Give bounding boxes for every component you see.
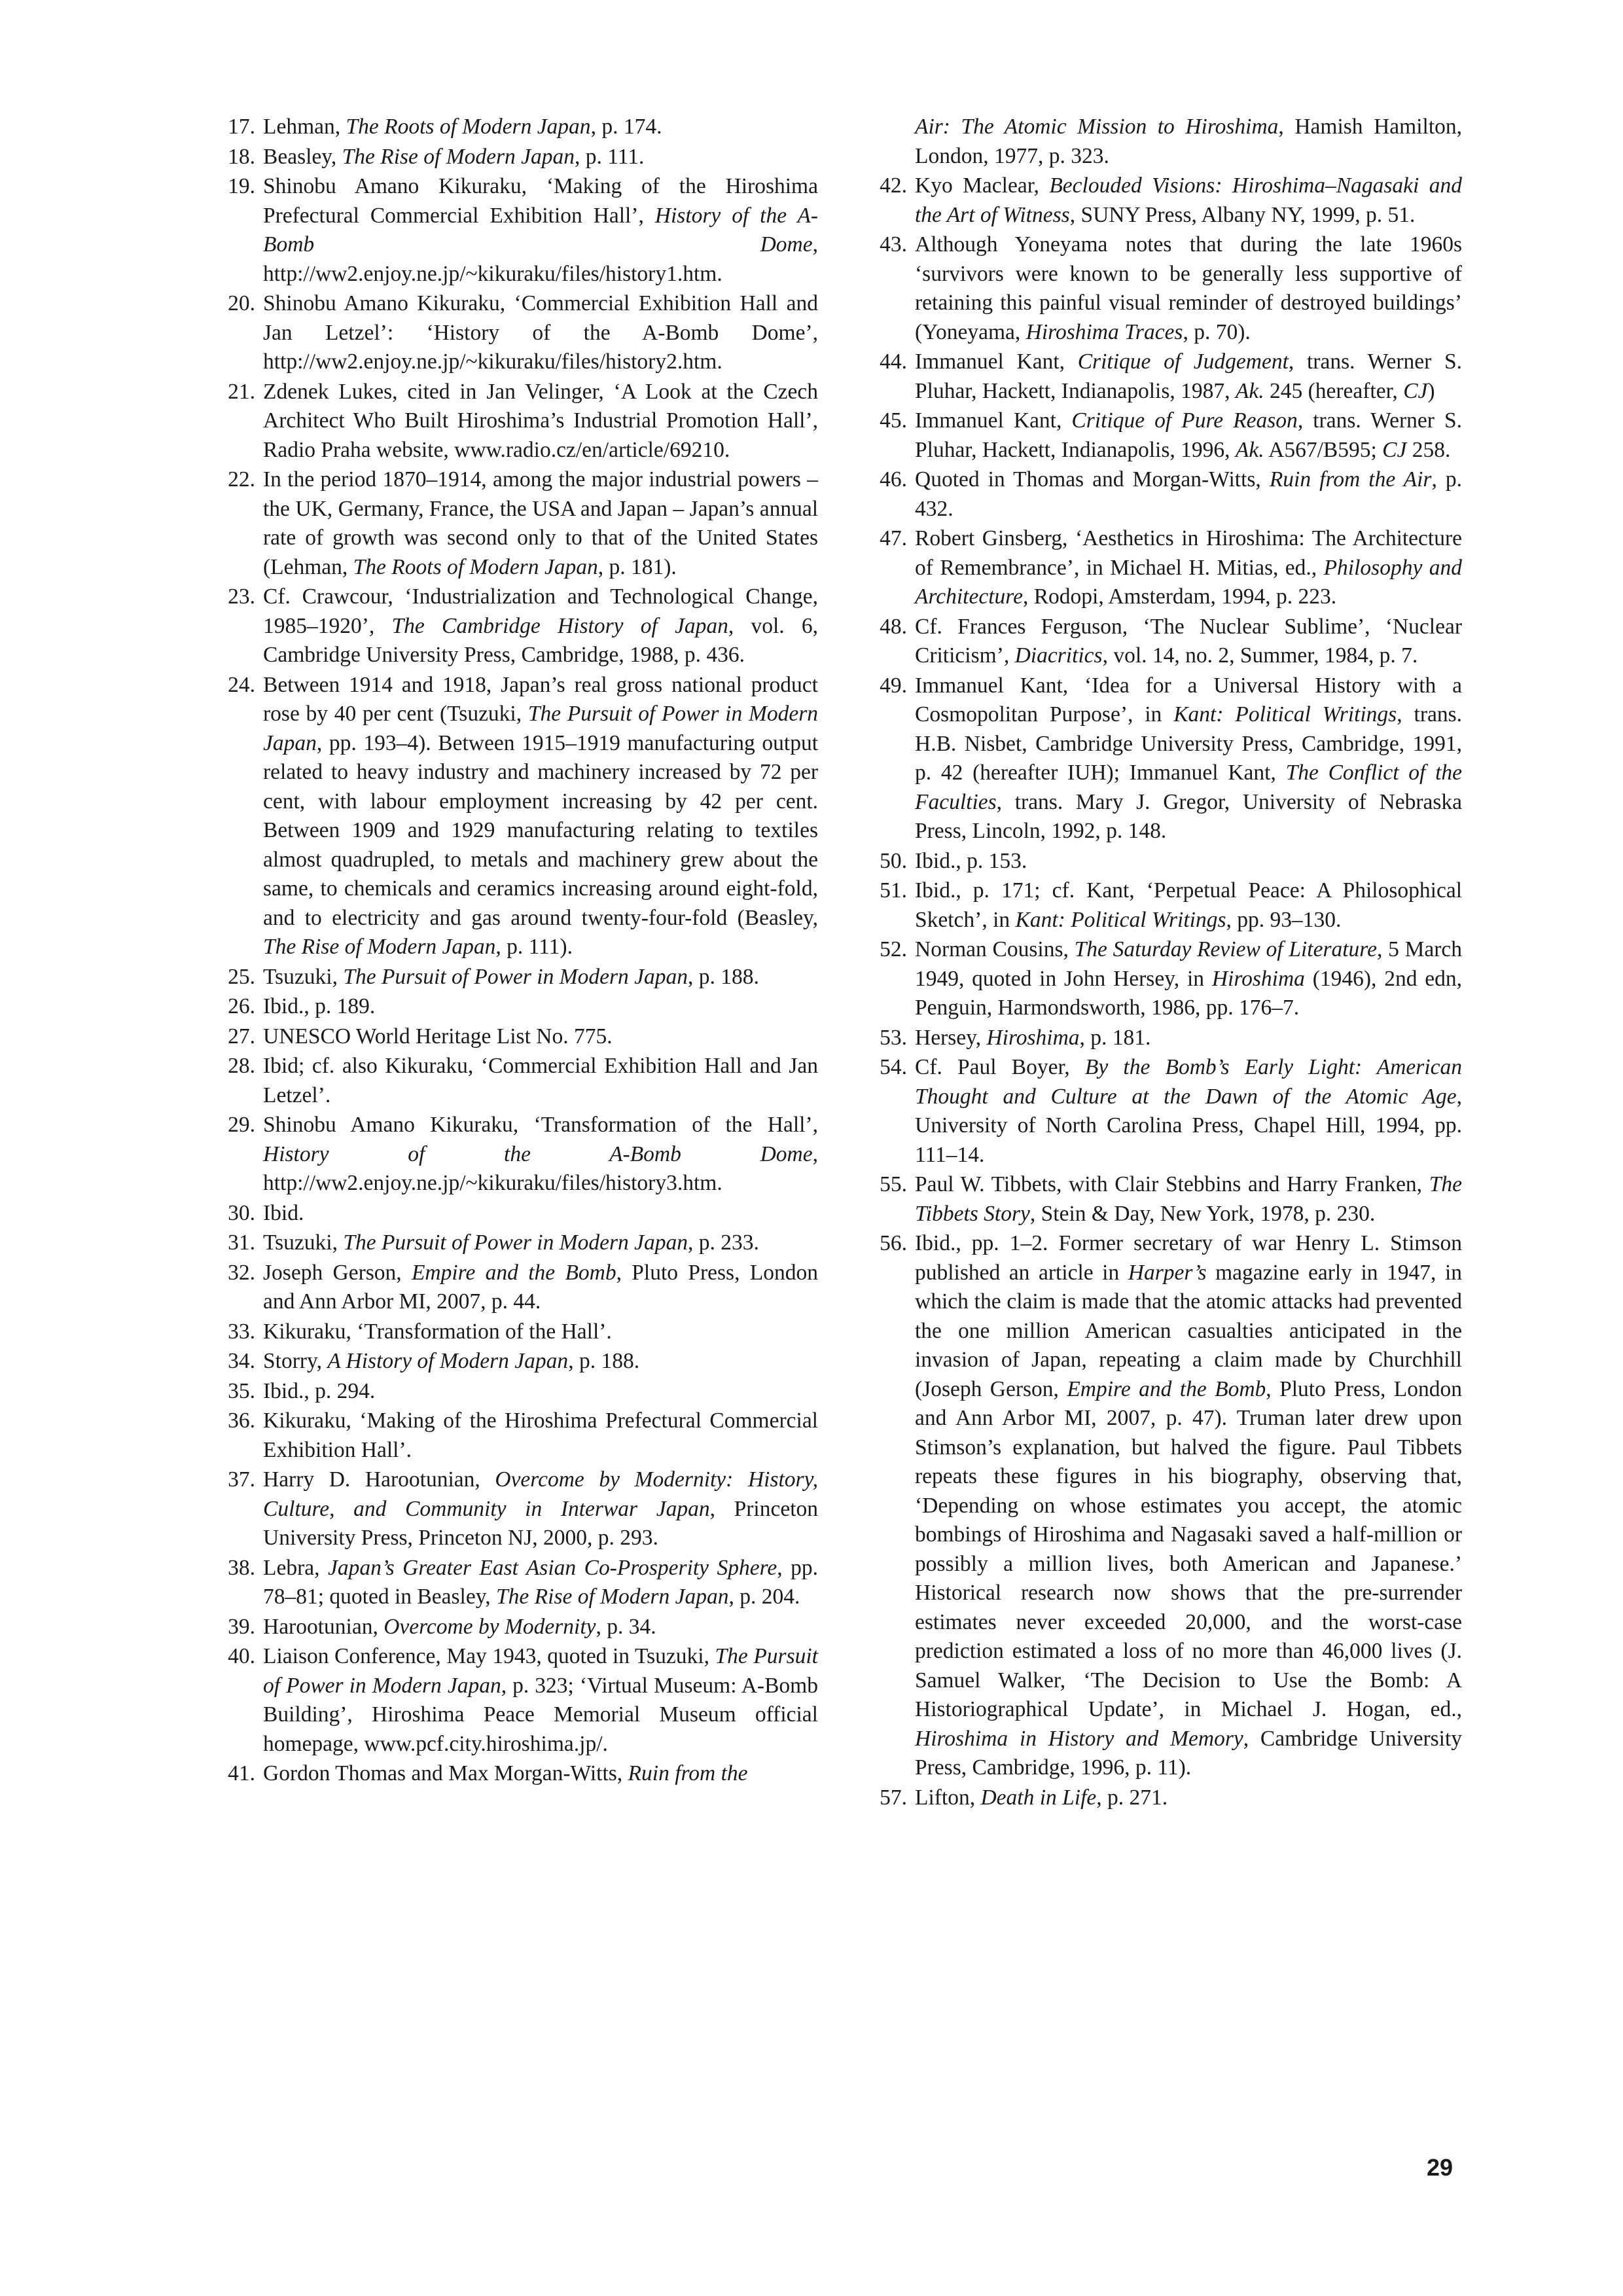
endnote xyxy=(211,1022,818,1052)
endnote-text: , p. 233. xyxy=(688,1230,759,1255)
endnote xyxy=(211,1407,818,1465)
endnote-number: 42. xyxy=(880,173,907,198)
endnote-number: 24. xyxy=(228,672,255,697)
endnote-text: , pp. 78–81; quoted in Beasley, xyxy=(263,1555,819,1609)
endnote-number: 47. xyxy=(880,526,907,550)
notes-column-right xyxy=(863,113,1462,1813)
endnote-number: 40. xyxy=(228,1644,255,1668)
endnote-text: Cf. Frances Ferguson, ‘The Nuclear Sublime’, ‘Nuclear Criticism’, xyxy=(915,614,1462,668)
endnote-number: 35. xyxy=(228,1378,255,1403)
endnote-text: , http://ww2.enjoy.ne.jp/~kikuraku/files/history3.htm. xyxy=(263,1141,818,1195)
endnote-text: Immanuel Kant, xyxy=(915,408,1072,433)
endnote-number: 28. xyxy=(228,1054,255,1078)
endnote-text: 258. xyxy=(1406,437,1451,462)
endnote-text: , trans. H.B. Nisbet, Cambridge University Press, Cambridge, 1991, p. 42 (hereafter IUH); Immanuel Kant, xyxy=(915,702,1462,785)
endnote xyxy=(211,1465,818,1553)
endnote-text: , p. 34. xyxy=(596,1614,656,1639)
endnote-text: , trans. Werner S. Pluhar, Hackett, Indianapolis, 1996, xyxy=(915,408,1462,462)
endnote-text: , p. 111). xyxy=(495,935,573,959)
endnote-title-italic: Diacritics xyxy=(1014,643,1103,668)
endnote-title-italic: Ruin from the Air xyxy=(1269,467,1432,492)
endnote-number: 37. xyxy=(228,1467,255,1492)
page-number: 29 xyxy=(1426,2154,1453,2181)
endnote-text: 245 (hereafter, xyxy=(1264,378,1404,403)
endnote-text: , p. 181). xyxy=(597,554,677,579)
endnote-text: Although Yoneyama notes that during the late 1960s ‘survivors were known to be generally less supportive of retaining this painful visual reminder of destroyed buildings’ (Yoneyama, xyxy=(915,232,1462,344)
endnote-text: Robert Ginsberg, ‘Aesthetics in Hiroshima: The Architecture of Remembrance’, in Michael H. Mitias, ed., xyxy=(915,526,1462,580)
endnote-title-italic: The Cambridge History of Japan xyxy=(391,613,728,638)
endnote-title-italic: The Tibbets Story xyxy=(915,1172,1462,1226)
endnote-title-italic: Ruin from the xyxy=(628,1761,748,1785)
endnote-text: , pp. 93–130. xyxy=(1226,907,1342,932)
endnote-number: 56. xyxy=(880,1231,907,1255)
endnote-title-italic: History of the A-Bomb Dome xyxy=(263,1141,813,1166)
endnote-text: Norman Cousins, xyxy=(915,937,1075,961)
endnote-number: 23. xyxy=(228,584,255,609)
endnote xyxy=(211,1642,818,1759)
endnote xyxy=(211,963,818,992)
endnote-text: Ibid., p. 294. xyxy=(263,1378,376,1403)
endnote-text: magazine early in 1947, in which the claim is made that the atomic attacks had prevented the one million American casualties anticipated in the invasion of Japan, repeating a claim made by Churchhill (Joseph Gerson, xyxy=(915,1260,1463,1401)
endnote-text: Ibid., p. 153. xyxy=(915,848,1027,873)
endnote xyxy=(863,524,1462,612)
endnote-text: Lifton, xyxy=(915,1785,981,1810)
endnote-title-italic: Hiroshima xyxy=(986,1025,1080,1050)
endnote-text: Immanuel Kant, xyxy=(915,350,1078,374)
endnote-text: Ibid., p. 171; cf. Kant, ‘Perpetual Peace: A Philosophical Sketch’, in xyxy=(915,878,1462,932)
endnote-text: , 5 March 1949, quoted in John Hersey, in xyxy=(915,937,1462,991)
endnote-title-italic: Overcome by Modernity xyxy=(383,1614,596,1639)
endnote-title-italic: Empire and the Bomb xyxy=(411,1260,616,1285)
endnote-text: , p. 181. xyxy=(1079,1025,1151,1050)
endnote xyxy=(211,1111,818,1198)
endnote xyxy=(863,613,1462,671)
endnote-text: Shinobu Amano Kikuraku, ‘Transformation of the Hall’, xyxy=(263,1113,818,1137)
endnote xyxy=(863,1024,1462,1053)
endnote-title-italic: Ak. xyxy=(1235,378,1264,403)
endnote xyxy=(211,289,818,377)
endnote-number: 51. xyxy=(880,878,907,903)
endnote xyxy=(211,1199,818,1229)
endnote-text: , pp. 193–4). Between 1915–1919 manufacturing output related to heavy industry and machinery increased by 72 per cent, with labour employment increasing by 42 per cent. Between 1909 and 1929 manufacturing relating to textiles almost quadrupled, to metals and machinery grew about the same, to chemicals and ceramics increasing around eight-fold, and to electricity and gas around twenty-four-fold (Beasley, xyxy=(263,730,818,930)
endnote-text: Beasley, xyxy=(263,144,342,169)
endnote-text: Joseph Gerson, xyxy=(263,1260,412,1285)
endnote-title-italic: Overcome by Modernity: History, Culture, and Community in Interwar Japan xyxy=(263,1467,818,1521)
endnote xyxy=(211,172,818,289)
endnote-title-italic: History of the A-Bomb Dome xyxy=(263,203,818,257)
endnote-title-italic: The Roots of Modern Japan xyxy=(346,115,591,139)
endnote-title-italic: Death in Life xyxy=(980,1785,1097,1810)
endnote-number: 19. xyxy=(228,174,255,198)
endnote xyxy=(211,1052,818,1110)
endnote-number: 52. xyxy=(880,937,907,961)
endnote-title-italic: Harper’s xyxy=(1128,1260,1207,1285)
endnote-title-italic: The Rise of Modern Japan xyxy=(263,935,496,959)
endnote-title-italic: Ak. xyxy=(1235,437,1264,462)
endnote xyxy=(211,1554,818,1612)
endnote-title-italic: Empire and the Bomb xyxy=(1067,1376,1266,1401)
endnote-text: Ibid., p. 189. xyxy=(263,994,376,1018)
endnote-text: Ibid., pp. 1–2. Former secretary of war Henry L. Stimson published an article in xyxy=(915,1231,1462,1285)
endnote-number: 34. xyxy=(228,1349,255,1373)
endnote-text: Storry, xyxy=(263,1349,328,1373)
endnote-text: Zdenek Lukes, cited in Jan Velinger, ‘A Look at the Czech Architect Who Built Hiroshima’s Industrial Promotion Hall’, Radio Praha website, www.radio.cz/en/article/69210. xyxy=(263,379,818,462)
endnote-text: Kikuraku, ‘Transformation of the Hall’. xyxy=(263,1319,612,1344)
endnote-number: 25. xyxy=(228,964,255,989)
endnote-text: Between 1914 and 1918, Japan’s real gross national product rose by 40 per cent (Tsuzuki, xyxy=(263,672,818,726)
endnote-title-italic: Critique of Judgement xyxy=(1077,350,1289,374)
endnote-number: 27. xyxy=(228,1024,255,1049)
endnote-title-italic: The Roots of Modern Japan xyxy=(353,554,598,579)
endnote xyxy=(863,348,1462,406)
endnote-title-italic: CJ xyxy=(1382,437,1407,462)
endnote-text: Kikuraku, ‘Making of the Hiroshima Prefectural Commercial Exhibition Hall’. xyxy=(263,1408,818,1462)
endnote-text: , p. 174. xyxy=(590,115,662,139)
endnote-title-italic: Beclouded Visions: Hiroshima–Nagasaki and the Art of Witness xyxy=(915,173,1463,227)
endnote-number: 29. xyxy=(228,1113,255,1137)
endnote-text: , p. 323; ‘Virtual Museum: A-Bomb Building’, Hiroshima Peace Memorial Museum official homepage, www.pcf.city.hiroshima.jp/. xyxy=(263,1673,818,1756)
endnote-text: Quoted in Thomas and Morgan-Witts, xyxy=(915,467,1270,492)
endnote-title-italic: Hiroshima Traces xyxy=(1026,319,1183,344)
notes-column-left xyxy=(211,113,818,1789)
endnote-text: Shinobu Amano Kikuraku, ‘Making of the Hiroshima Prefectural Commercial Exhibition Hall’, xyxy=(263,174,818,228)
endnote-title-italic: Kant: Political Writings xyxy=(1015,907,1226,932)
endnote-text: Kyo Maclear, xyxy=(915,173,1050,198)
endnote-number: 43. xyxy=(880,232,907,257)
endnote-number: 20. xyxy=(228,291,255,315)
endnote-text: , vol. 14, no. 2, Summer, 1984, p. 7. xyxy=(1102,643,1418,668)
endnote-text: , p. 432. xyxy=(915,467,1462,521)
endnote-number: 33. xyxy=(228,1319,255,1344)
endnote xyxy=(211,1318,818,1347)
endnote-text: Lebra, xyxy=(263,1555,328,1580)
endnote-text: , Stein & Day, New York, 1978, p. 230. xyxy=(1029,1201,1376,1226)
endnote-number: 18. xyxy=(228,144,255,169)
endnote-text: , Rodopi, Amsterdam, 1994, p. 223. xyxy=(1022,584,1337,609)
endnote-title-italic: The Pursuit of Power in Modern Japan xyxy=(263,702,818,755)
endnote-text: Harootunian, xyxy=(263,1614,384,1639)
endnote xyxy=(211,465,818,582)
endnote-number: 30. xyxy=(228,1200,255,1225)
endnote xyxy=(863,876,1462,935)
endnote-text: Liaison Conference, May 1943, quoted in Tsuzuki, xyxy=(263,1644,715,1668)
endnote-number: 50. xyxy=(880,848,907,873)
endnote-number: 48. xyxy=(880,614,907,639)
endnote xyxy=(863,1053,1462,1170)
endnote-number: 55. xyxy=(880,1172,907,1196)
endnote-text: , p. 111. xyxy=(575,144,645,169)
endnote xyxy=(211,1377,818,1407)
endnote-text: , p. 271. xyxy=(1096,1785,1168,1810)
endnote-text: , trans. Mary J. Gregor, University of Nebraska Press, Lincoln, 1992, p. 148. xyxy=(915,789,1462,843)
endnote-number: 21. xyxy=(228,379,255,404)
endnote-title-italic: The Pursuit of Power in Modern Japan xyxy=(343,964,688,989)
endnote-text: Harry D. Harootunian, xyxy=(263,1467,495,1492)
endnote-number: 46. xyxy=(880,467,907,492)
endnote-text: , SUNY Press, Albany NY, 1999, p. 51. xyxy=(1069,202,1416,227)
endnote-text: , p. 188. xyxy=(688,964,759,989)
endnote-title-italic: Kant: Political Writings xyxy=(1173,702,1397,726)
endnote-title-italic: By the Bomb’s Early Light: American Thought and Culture at the Dawn of the Atomic Age xyxy=(915,1055,1463,1109)
endnote-number: 32. xyxy=(228,1260,255,1285)
endnote-text: , Pluto Press, London and Ann Arbor MI, 2007, p. 44. xyxy=(263,1260,818,1314)
endnote xyxy=(211,1613,818,1642)
endnote-title-italic: The Rise of Modern Japan xyxy=(496,1585,729,1609)
endnote xyxy=(863,672,1462,846)
endnote xyxy=(211,1759,818,1789)
endnote-title-italic: Hiroshima xyxy=(1211,966,1305,991)
endnote-number: 54. xyxy=(880,1055,907,1079)
endnote xyxy=(863,1170,1462,1229)
endnote-title-italic: Hiroshima in History and Memory xyxy=(915,1726,1243,1751)
endnote-text: , Hamish Hamilton, London, 1977, p. 323. xyxy=(915,115,1462,168)
endnote-title-italic: The Saturday Review of Literature xyxy=(1074,937,1377,961)
endnote-title-italic: Philosophy and Architecture xyxy=(915,555,1462,609)
endnote-text: , p. 70). xyxy=(1183,319,1251,344)
endnote-text: Ibid; cf. also Kikuraku, ‘Commercial Exhibition Hall and Jan Letzel’. xyxy=(263,1054,818,1107)
endnote-number: 22. xyxy=(228,467,255,492)
endnote-text: In the period 1870–1914, among the major industrial powers – the UK, Germany, France, the USA and Japan – Japan’s annual rate of growth was second only to that of the United States (Lehman, xyxy=(263,467,818,579)
endnote-title-italic: Critique of Pure Reason xyxy=(1071,408,1298,433)
endnote-text: , http://ww2.enjoy.ne.jp/~kikuraku/files/history1.htm. xyxy=(263,232,818,286)
endnote-text: Ibid. xyxy=(263,1200,304,1225)
endnote-text: Shinobu Amano Kikuraku, ‘Commercial Exhibition Hall and Jan Letzel’: ‘History of the A-Bomb Dome’, http://ww2.enjoy.ne.jp/~kikuraku/files/history2.htm. xyxy=(263,291,818,374)
endnote-text: , p. 204. xyxy=(728,1585,800,1609)
endnote-text: , Princeton University Press, Princeton NJ, 2000, p. 293. xyxy=(263,1496,818,1550)
endnote-number: 44. xyxy=(880,350,907,374)
endnote-number: 36. xyxy=(228,1408,255,1433)
endnote-text: (1946), 2nd edn, Penguin, Harmondsworth, 1986, pp. 176–7. xyxy=(915,966,1462,1020)
endnote-title-italic: The Pursuit of Power in Modern Japan xyxy=(263,1644,818,1698)
endnote-number: 41. xyxy=(228,1761,255,1785)
endnote xyxy=(211,113,818,142)
endnote xyxy=(863,847,1462,876)
endnote xyxy=(863,1784,1462,1813)
endnote xyxy=(863,230,1462,347)
endnote-number: 49. xyxy=(880,673,907,698)
endnote xyxy=(863,1229,1462,1783)
endnote-text: UNESCO World Heritage List No. 775. xyxy=(263,1024,613,1049)
endnote xyxy=(863,171,1462,230)
endnote-text: Gordon Thomas and Max Morgan-Witts, xyxy=(263,1761,628,1785)
endnote-number: 45. xyxy=(880,408,907,433)
endnote xyxy=(211,143,818,172)
endnote xyxy=(211,1259,818,1317)
endnote xyxy=(211,992,818,1022)
endnote-number: 17. xyxy=(228,115,255,139)
endnote-title-italic: Air: The Atomic Mission to Hiroshima xyxy=(915,115,1279,139)
endnote-number: 26. xyxy=(228,994,255,1018)
endnote xyxy=(863,406,1462,465)
endnote-text: , vol. 6, Cambridge University Press, Cambridge, 1988, p. 436. xyxy=(263,613,818,667)
endnote-number: 38. xyxy=(228,1555,255,1580)
endnote-text: , Cambridge University Press, Cambridge, 1996, p. 11). xyxy=(915,1726,1462,1780)
endnote-number: 39. xyxy=(228,1614,255,1639)
endnote-text: Cf. Paul Boyer, xyxy=(915,1055,1085,1079)
endnote-number: 31. xyxy=(228,1230,255,1255)
endnote-number: 53. xyxy=(880,1025,907,1050)
endnote xyxy=(211,378,818,465)
endnote xyxy=(211,1229,818,1258)
endnote-text: Paul W. Tibbets, with Clair Stebbins and Harry Franken, xyxy=(915,1172,1429,1196)
endnote-text: , p. 188. xyxy=(568,1349,640,1373)
endnote-title-italic: CJ xyxy=(1403,378,1428,403)
endnote-title-italic: The Pursuit of Power in Modern Japan xyxy=(343,1230,688,1255)
endnote xyxy=(211,1347,818,1376)
endnote xyxy=(863,113,1462,171)
endnote-text: Immanuel Kant, ‘Idea for a Universal History with a Cosmopolitan Purpose’, in xyxy=(915,673,1462,726)
endnote-text: , trans. Werner S. Pluhar, Hackett, Indianapolis, 1987, xyxy=(915,350,1462,403)
endnote-text: A567/B595; xyxy=(1264,437,1383,462)
endnote-text: , University of North Carolina Press, Chapel Hill, 1994, pp. 111–14. xyxy=(915,1084,1462,1167)
endnote xyxy=(863,935,1462,1023)
endnote xyxy=(211,671,818,962)
endnote-title-italic: The Rise of Modern Japan xyxy=(342,144,575,169)
endnote-title-italic: A History of Modern Japan xyxy=(327,1349,569,1373)
endnote-number: 57. xyxy=(880,1785,907,1810)
endnote-text: ) xyxy=(1427,378,1435,403)
endnote-text: Hersey, xyxy=(915,1025,987,1050)
endnote-title-italic: Japan’s Greater East Asian Co-Prosperity Sphere xyxy=(327,1555,777,1580)
endnote xyxy=(863,465,1462,524)
endnote-text: Tsuzuki, xyxy=(263,964,344,989)
endnote-text: Tsuzuki, xyxy=(263,1230,344,1255)
endnote-text: Cf. Crawcour, ‘Industrialization and Technological Change, 1985–1920’, xyxy=(263,584,818,638)
endnote-text: , Pluto Press, London and Ann Arbor MI, 2007, p. 47). Truman later drew upon Stimson’s explanation, but halved the figure. Paul Tibbets repeats these figures in his biography, observing that, ‘Depending on whose estimates you accept, the atomic bombings of Hiroshima and Nagasaki saved a half-million or possibly a million lives, both American and Japanese.’ Historical research now shows that the pre-surrender estimates never exceeded 20,000, and the worst-case prediction estimated a loss of no more than 46,000 lives (J. Samuel Walker, ‘The Decision to Use the Bomb: A Historiographical Update’, in Michael J. Hogan, ed., xyxy=(915,1376,1462,1721)
endnote-text: Lehman, xyxy=(263,115,346,139)
endnote xyxy=(211,583,818,670)
endnote-title-italic: The Conflict of the Faculties xyxy=(915,761,1462,814)
